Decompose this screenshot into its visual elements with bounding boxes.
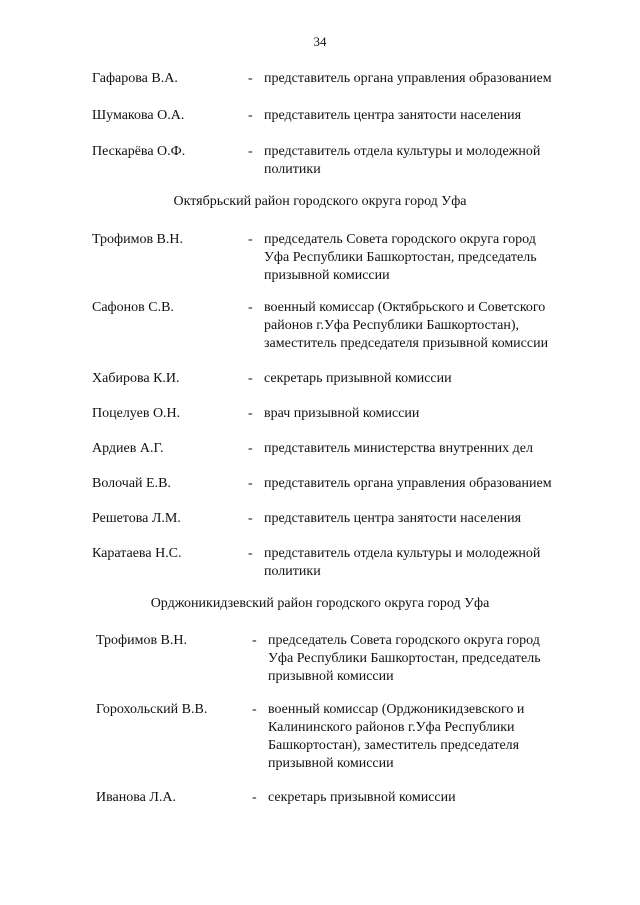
role-line: представитель отдела культуры и молодежной (264, 546, 541, 561)
dash-separator: - (248, 144, 253, 159)
role-line: Калининского районов г.Уфа Республики (268, 720, 515, 735)
member-role (268, 789, 456, 807)
member-name: Иванова Л.А. (96, 790, 176, 805)
member-name: Волочай Е.В. (92, 476, 171, 491)
member-name: Пескарёва О.Ф. (92, 144, 186, 159)
role-line: Уфа Республики Башкортостан, председатель (264, 250, 537, 265)
member-role (268, 632, 541, 686)
role-line: политики (264, 162, 321, 177)
dash-separator: - (252, 633, 257, 648)
dash-separator: - (248, 300, 253, 315)
dash-separator: - (248, 371, 253, 386)
role-line: врач призывной комиссии (264, 406, 420, 421)
role-line: Башкортостан), заместитель председателя (268, 738, 520, 753)
role-line: представитель центра занятости населения (264, 108, 522, 123)
member-name: Ардиев А.Г. (92, 441, 164, 456)
dash-separator: - (252, 790, 257, 805)
dash-separator: - (248, 546, 253, 561)
dash-separator: - (248, 406, 253, 421)
role-line: призывной комиссии (268, 669, 394, 684)
section-heading: Октябрьский район городского округа город Уфа (173, 194, 467, 209)
role-line: представитель органа управления образованием (264, 476, 552, 491)
role-line: политики (264, 564, 321, 579)
role-line: председатель Совета городского округа город (264, 232, 536, 247)
role-line: военный комиссар (Орджоникидзевского и (268, 702, 525, 717)
member-name: Поцелуев О.Н. (92, 406, 181, 421)
page-number: 34 (313, 34, 327, 49)
member-name: Хабирова К.И. (92, 371, 180, 386)
role-line: районов г.Уфа Республики Башкортостан), (264, 318, 519, 333)
role-line: призывной комиссии (268, 756, 394, 771)
member-role (264, 143, 540, 179)
member-name: Сафонов С.В. (92, 300, 174, 315)
role-line: представитель министерства внутренних дел (264, 441, 533, 456)
dash-separator: - (248, 511, 253, 526)
member-name: Решетова Л.М. (92, 511, 181, 526)
dash-separator: - (248, 232, 253, 247)
role-line: призывной комиссии (264, 268, 390, 283)
dash-separator: - (248, 71, 253, 86)
member-role (268, 701, 524, 773)
member-role (264, 70, 552, 88)
role-line: представитель органа управления образованием (264, 71, 552, 86)
member-role (264, 107, 521, 125)
dash-separator: - (248, 476, 253, 491)
member-role (264, 299, 548, 353)
member-role (264, 370, 452, 388)
member-name: Горохольский В.В. (96, 702, 208, 717)
member-role (264, 440, 533, 458)
member-role (264, 475, 552, 493)
member-role (264, 545, 540, 581)
section-heading: Орджоникидзевский район городского округа город Уфа (150, 596, 490, 611)
member-name: Каратаева Н.С. (92, 546, 182, 561)
member-role (264, 231, 537, 285)
role-line: заместитель председателя призывной комиссии (264, 336, 549, 351)
role-line: военный комиссар (Октябрьского и Советского (264, 300, 546, 315)
member-name: Трофимов В.Н. (96, 633, 187, 648)
role-line: Уфа Республики Башкортостан, председатель (268, 651, 541, 666)
role-line: секретарь призывной комиссии (264, 371, 452, 386)
role-line: представитель отдела культуры и молодежной (264, 144, 541, 159)
member-name: Гафарова В.А. (92, 71, 178, 86)
dash-separator: - (248, 108, 253, 123)
dash-separator: - (248, 441, 253, 456)
member-role (264, 510, 521, 528)
role-line: секретарь призывной комиссии (268, 790, 456, 805)
member-name: Шумакова О.А. (92, 108, 185, 123)
dash-separator: - (252, 702, 257, 717)
role-line: председатель Совета городского округа город (268, 633, 540, 648)
member-role (264, 405, 419, 423)
role-line: представитель центра занятости населения (264, 511, 522, 526)
member-name: Трофимов В.Н. (92, 232, 183, 247)
